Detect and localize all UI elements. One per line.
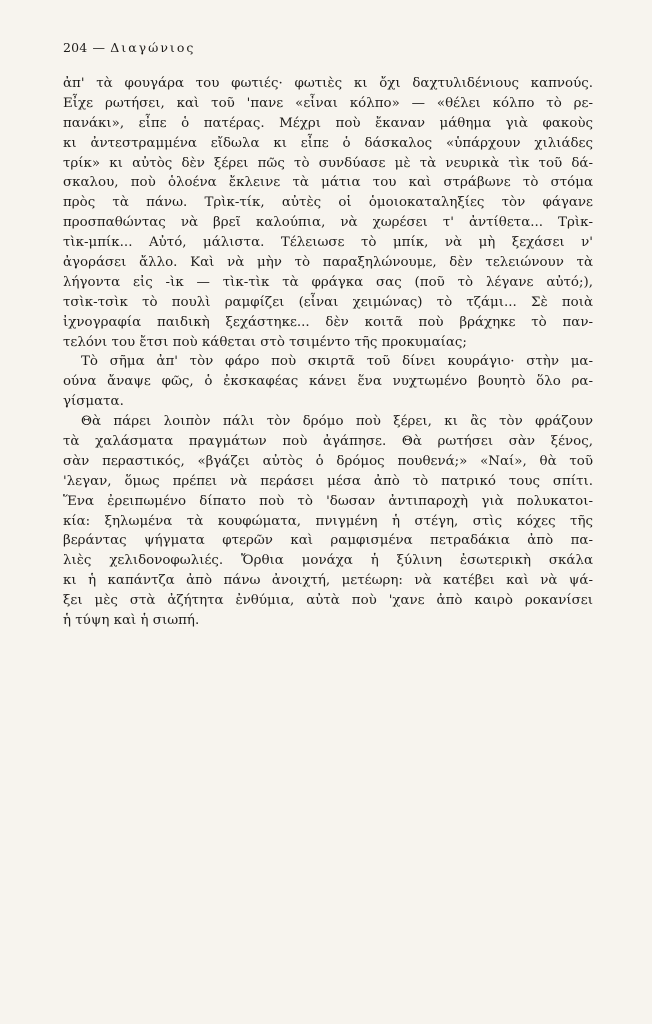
paragraph (63, 412, 593, 631)
text-line: τελόνι του ἔτσι ποὺ κάθεται στὸ τσιμέντο τῆς προκυμαίας; (63, 334, 467, 350)
text-line: ούνα ἄναψε φῶς, ὁ ἐκσκαφέας κάνει ἕνα νυχτωμένο βουητὸ ὅλο ρα- (63, 374, 593, 390)
text-line: 'λεγαν, ὅμως πρέπει νὰ περάσει μέσα ἀπὸ τὸ πατρικό τους σπίτι. (63, 473, 593, 489)
body-text (63, 74, 593, 631)
text-line: γίσματα. (63, 394, 124, 410)
text-line: Θὰ πάρει λοιπὸν πάλι τὸν δρόμο ποὺ ξέρει, κι ἂς τὸν φράζουν (81, 414, 593, 430)
running-title: Διαγώνιος (110, 40, 196, 55)
text-line: λιὲς χελιδονοφωλιές. Ὄρθια μονάχα ἡ ξύλινη ἐσωτερικὴ σκάλα (63, 553, 593, 569)
text-line: ἀγοράσει ἄλλο. Καὶ νὰ μὴν τὸ παραξηλώνουμε, δὲν τελειώνουν τὰ (63, 255, 593, 271)
paragraph (63, 74, 593, 352)
text-line: λήγοντα εἰς -ὶκ — τὶκ-τὶκ τὰ φράγκα σας (ποῦ τὸ λέγανε αὐτό;), (63, 274, 593, 290)
text-line: πανάκι», εἶπε ὁ πατέρας. Μέχρι ποὺ ἔκαναν μάθημα γιὰ φακοὺς (63, 115, 593, 131)
text-line: προσπαθώντας νὰ βρεῖ καλούπια, νὰ χωρέσει τ' ἀντίθετα... Τρὶκ- (63, 215, 593, 231)
header-dash: — (92, 40, 106, 55)
text-line: κι ἀντεστραμμένα εἴδωλα κι εἶπε ὁ δάσκαλος «ὑπάρχουν χιλιάδες (63, 135, 593, 151)
text-line: κι ἡ καπάντζα ἀπὸ πάνω ἀνοιχτή, μετέωρη: νὰ κατέβει καὶ νὰ ψά- (63, 573, 593, 589)
paragraph (63, 352, 593, 412)
text-line: Εἶχε ρωτήσει, καὶ τοῦ 'πανε «εἶναι κόλπο» — «θέλει κόλπο τὸ ρε- (63, 95, 593, 111)
text-line: Ἕνα ἐρειπωμένο δίπατο ποὺ τὸ 'δωσαν ἀντιπαροχὴ γιὰ πολυκατοι- (63, 493, 593, 509)
text-line: ἡ τύψη καὶ ἡ σιωπή. (63, 613, 200, 629)
running-header (63, 40, 195, 55)
text-line: ἀπ' τὰ φουγάρα του φωτιές· φωτιὲς κι ὄχι δαχτυλιδένιους καπνούς. (63, 76, 593, 91)
text-line: κία: ξηλωμένα τὰ κουφώματα, πνιγμένη ἡ στέγη, στὶς κόχες τῆς (63, 513, 593, 529)
text-line: σκαλου, ποὺ ὁλοένα ἔκλεινε τὰ μάτια του καὶ στράβωνε τὸ στόμα (63, 175, 593, 191)
text-line: σὰν περαστικός, «βγάζει αὐτὸς ὁ δρόμος πουθενά;» «Ναί», θὰ τοῦ (63, 453, 593, 469)
text-line: τρίκ» κι αὐτὸς δὲν ξέρει πῶς τὸ συνδύασε μὲ τὰ νευρικὰ τὶκ τοῦ δά- (63, 155, 593, 171)
text-line: ξει μὲς στὰ ἀζήτητα ἐνθύμια, αὐτὰ ποὺ 'χανε ἀπὸ καιρὸ ροκανίσει (63, 593, 593, 609)
text-line: Τὸ σῆμα ἀπ' τὸν φάρο ποὺ σκιρτᾶ τοῦ δίνει κουράγιο· στὴν μα- (81, 354, 593, 370)
text-line: τὶκ-μπίκ... Αὐτό, μάλιστα. Τέλειωσε τὸ μπίκ, νὰ μὴ ξεχάσει ν' (63, 235, 593, 251)
text-line: τὰ χαλάσματα πραγμάτων ποὺ ἀγάπησε. Θὰ ρωτήσει σὰν ξένος, (63, 434, 593, 450)
text-line: ἰχνογραφία παιδικὴ ξεχάστηκε... δὲν κοιτᾶ ποὺ βράχηκε τὸ παν- (63, 314, 593, 330)
text-line: πρὸς τὰ πάνω. Τρὶκ-τίκ, αὐτὲς οἱ ὁμοιοκαταληξίες τὸν φάγανε (63, 195, 593, 211)
text-line: βεράντας ψήγματα φτερῶν καὶ ραμφισμένα πετραδάκια ἀπὸ πα- (63, 533, 593, 549)
text-line: τσὶκ-τσὶκ τὸ πουλὶ ραμφίζει (εἶναι χειμώνας) τὸ τζάμι... Σὲ ποιὰ (63, 294, 593, 310)
page-number: 204 (63, 40, 88, 55)
